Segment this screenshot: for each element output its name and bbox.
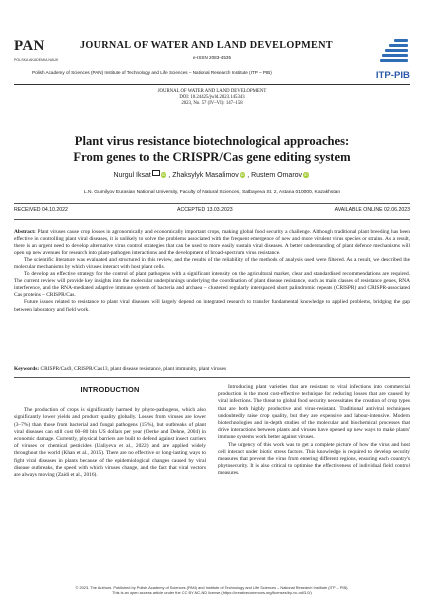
author-name[interactable]: Rustem Omarov [251,172,303,179]
pan-logo-subtitle: POLSKA AKADEMIA NAUK [14,58,59,62]
email-icon[interactable] [152,170,160,176]
issue-volume: 2023, No. 57 (IV–VI): 147–158 [181,101,243,107]
abstract-paragraph: Future issues related to resistance to plant viral diseases will largely depend on integrated research to transfer fundamental knowledge to applied problems, bridging the gap between laboratory and field work. [14,299,410,313]
publishers-line: Polish Academy of Sciences (PAN) Institute of Technology and Life Sciences – National Research Institute (ITP – PIB) [32,70,272,75]
orcid-icon[interactable]: iD [240,172,245,177]
dates-bottom-rule [14,219,410,220]
author-list: Nurgul Iksat iD , Zhaksylyk Masalimov iD , Rustem Omarov iD [113,172,308,179]
orcid-icon[interactable]: iD [161,172,166,177]
masthead-divider [14,84,410,85]
article-title [0,133,424,165]
license-line[interactable]: This is an open access article under the CC BY-NC-ND license (https://creativecommons.org/licenses/by-nc-nd/3.0/) [112,590,312,595]
online-date: AVAILABLE ONLINE 02.06.2023 [334,207,410,213]
abstract-label: Abstract: [14,229,36,235]
copyright-footer [14,585,410,595]
issue-doi[interactable]: DOI: 10.24425/jwld.2023.145343 [179,95,245,101]
body-paragraph: The urgency of this work was to get a complete picture of how the virus and host cell interact under biotic stress factors. This knowledge is required to develop security measures that prevent the virus from entering different regions, ensuring each country's phytosecurity. It is also critical to optimise the effectiveness of individual field control measures. [218,441,410,477]
journal-masthead [14,37,410,89]
abstract-paragraph: Plant viruses cause crop losses in agronomically and economically important crops, making global food security a challenge. Although traditional plant breeding has been effective in controlling plant viral diseases, it is unlikely to solve the problems associated with the frequent emergence of new and more virulent virus species or strains. As a result, there is an urgent need to develop alternative virus control strategies that can be used to more easily sustain viral diseases. A better understanding of plant defence mechanisms will open up new avenues for research into plant-pathogen interactions and the development of broad-spectrum virus resistance. [14,229,410,257]
accepted-date: ACCEPTED 13.03.2023 [177,207,233,213]
body-column-right [218,384,410,478]
keywords-rule [14,377,410,378]
keywords-text: CRISPR/Cas9, CRISPR/Cas13, plant disease resistance, plant immunity, plant viruses [40,366,227,372]
article-title-line2: From genes to the CRISPR/Cas gene editing system [73,150,351,164]
abstract [14,229,410,314]
copyright-line: © 2023. The Authors. Published by Polish Academy of Sciences (PAN) and Institute of Technology and Life Sciences – National Research Institute (ITP – PIB). [75,585,349,590]
section-heading: INTRODUCTION [80,385,140,394]
journal-title: JOURNAL OF WATER AND LAND DEVELOPMENT [80,40,333,51]
body-paragraph: Introducing plant varieties that are resistant to viral infections into commercial production is the most cost-effective technique for reducing losses that are caused by viral infections. The threat to global food security necessitates the creation of crop types that are both highly productive and virus-resistant. Traditional antiviral techniques undoubtedly raise crop quality, but they are expensive and labour-intensive. Modern biotechnologies and in-depth studies of the molecular and biochemical processes that drive interactions between plants and viruses have opened up new ways to make plants' immune systems work better against viruses. [218,384,410,441]
pan-logo: PAN [14,38,45,54]
body-column-left [14,386,206,479]
received-date: RECEIVED 04.10.2022 [14,207,68,213]
keywords-label: Keywords: [14,366,40,372]
abstract-paragraph: The scientific literature was evaluated and structured in this review, and the results of the reliability of the methods of analysis used were filtered. As a result, we described the molecular mechanisms by which viruses interact with host plant cells. [14,257,410,271]
body-paragraph: The production of crops is significantly harmed by phyto-pathogens, which also significantly lower yields and product quality globally. Losses from viruses are lower (3–7%) than those from bacterial and fungal pathogens (15%), but outbreaks of plant viral diseases can still cost 60–80 bln US dollars per year (Oerke and Dehne, 2004) in economic damage. Currently, physical barriers are built to defend against insect carriers of viruses or chemical pesticides (Ualiyeva et al., 2022) and are applied widely throughout the world (Khan et al., 2015). There are no effective or long-lasting ways to fight viral diseases in plants because of the epidemiological changes caused by viral disease outbreaks, the speed with which viruses change, and the fact that viral vectors are always moving (Zaidi et al., 2016). [14,407,206,479]
keywords [14,366,410,372]
orcid-icon[interactable]: iD [303,172,308,177]
abstract-paragraph: To develop an effective strategy for the control of plant pathogens with a significant intensity on the agricultural market, clear and standardised recommendations are required. The current review will provide key insights into the molecular underpinnings underlying the coordination of plant disease resistance, such as main classes of resistance genes, RNA interference, and the RNA-mediated adaptive immune system of bacteria and archaea – clustered regularly interspaced short palindromic repeats (CRISPR) and CRISPR-associated Cas proteins – CRISPR/Cas. [14,271,410,299]
author-affiliation: L.N. Gumilyov Eurasian National University, Faculty of Natural Sciences, Satbayeva St. 2, Astana 010000, Kazakhstan [83,190,341,195]
issue-journal: JOURNAL OF WATER AND LAND DEVELOPMENT [157,89,267,94]
itp-pib-logo-text: ITP-PIB [375,70,410,81]
article-dates [14,207,410,215]
issue-info [0,89,424,108]
author-name[interactable]: Nurgul Iksat [113,172,151,179]
article-title-line1: Plant virus resistance biotechnological approaches: [74,134,350,148]
dates-top-rule [14,203,410,204]
journal-eissn: e-ISSN 2083-4535 [192,55,232,60]
author-name[interactable]: Zhaksylyk Masalimov [172,172,239,179]
